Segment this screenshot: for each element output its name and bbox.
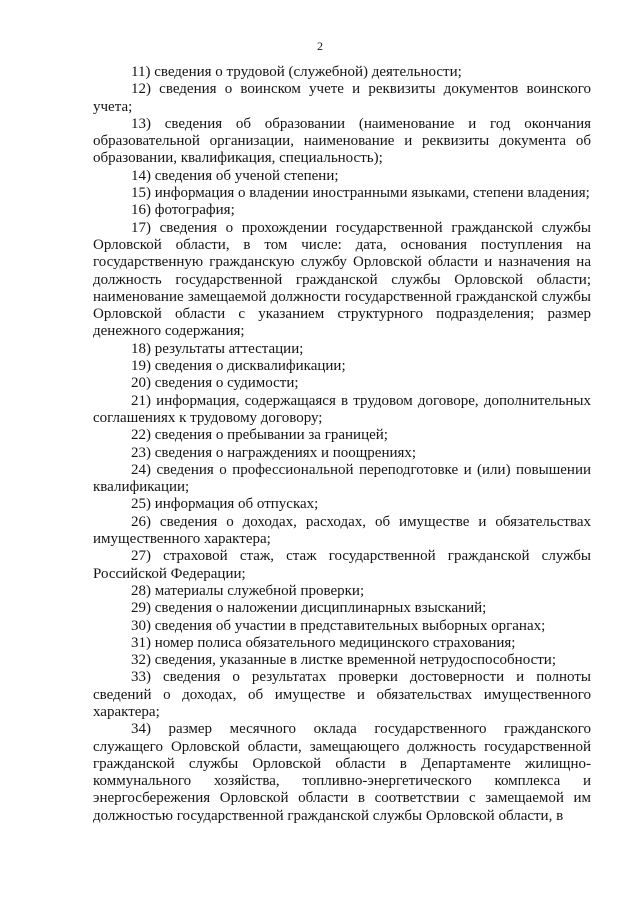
list-item-14: 14) сведения об ученой степени; bbox=[131, 167, 339, 184]
list-item-28: 28) материалы служебной проверки; bbox=[131, 582, 365, 599]
page-number: 2 bbox=[317, 39, 323, 53]
list-item-16: 16) фотография; bbox=[131, 202, 235, 219]
list-item-12: 12) сведения о воинском учете и реквизиты документов воинского учета; bbox=[93, 81, 591, 115]
list-item-17: 17) сведения о прохождении государственной гражданской службы Орловской области, в том числе: дата, основания поступления на государственную гражданскую службу Орловской области и назначения на должность государственной гражданской службы Орловской области; наименование замещаемой должности государственной гражданской службы Орловской области с указанием структурного подразделения; размер денежного содержания; bbox=[93, 219, 591, 340]
list-item-15: 15) информация о владении иностранными языками, степени владения; bbox=[131, 185, 590, 202]
list-item-11: 11) сведения о трудовой (служебной) деятельности; bbox=[131, 64, 462, 80]
list-item-20: 20) сведения о судимости; bbox=[131, 375, 299, 392]
list-item-22: 22) сведения о пребывании за границей; bbox=[131, 427, 388, 444]
list-item-23: 23) сведения о награждениях и поощрениях; bbox=[131, 444, 417, 461]
list-item-21: 21) информация, содержащаяся в трудовом договоре, дополнительных соглашениях к трудовому договору; bbox=[93, 392, 591, 426]
list-item-33: 33) сведения о результатах проверки достоверности и полноты сведений о доходах, об имуществе и обязательствах имущественного характера; bbox=[93, 669, 591, 720]
list-item-30: 30) сведения об участии в представительных выборных органах; bbox=[131, 617, 546, 634]
list-item-13: 13) сведения об образовании (наименование и год окончания образовательной организации, наименование и реквизиты документа об образовании, квалификация, специальность); bbox=[93, 115, 591, 167]
list-item-26: 26) сведения о доходах, расходах, об имуществе и обязательствах имущественного характера; bbox=[93, 513, 591, 548]
list-item-24: 24) сведения о профессиональной переподготовке и (или) повышении квалификации; bbox=[93, 461, 591, 496]
list-item-19: 19) сведения о дисквалификации; bbox=[131, 358, 346, 375]
list-item-25: 25) информация об отпусках; bbox=[131, 496, 319, 513]
list-item-31: 31) номер полиса обязательного медицинского страхования; bbox=[131, 634, 516, 651]
document-body bbox=[93, 64, 591, 825]
list-item-32: 32) сведения, указанные в листке временной нетрудоспособности; bbox=[131, 652, 556, 669]
list-item-34: 34) размер месячного оклада государственного гражданского служащего Орловской области, замещающего должность государственной гражданской службы Орловской области в Департаменте жилищно-коммунального хозяйства, топливно-энергетического комплекса и энергосбережения Орловской области в соответствии с замещаемой им должностью государственной гражданской службы Орловской области, в bbox=[93, 721, 591, 824]
list-item-29: 29) сведения о наложении дисциплинарных взысканий; bbox=[131, 600, 487, 617]
list-item-27: 27) страховой стаж, стаж государственной гражданской службы Российской Федерации; bbox=[93, 548, 591, 582]
list-item-18: 18) результаты аттестации; bbox=[131, 340, 304, 357]
